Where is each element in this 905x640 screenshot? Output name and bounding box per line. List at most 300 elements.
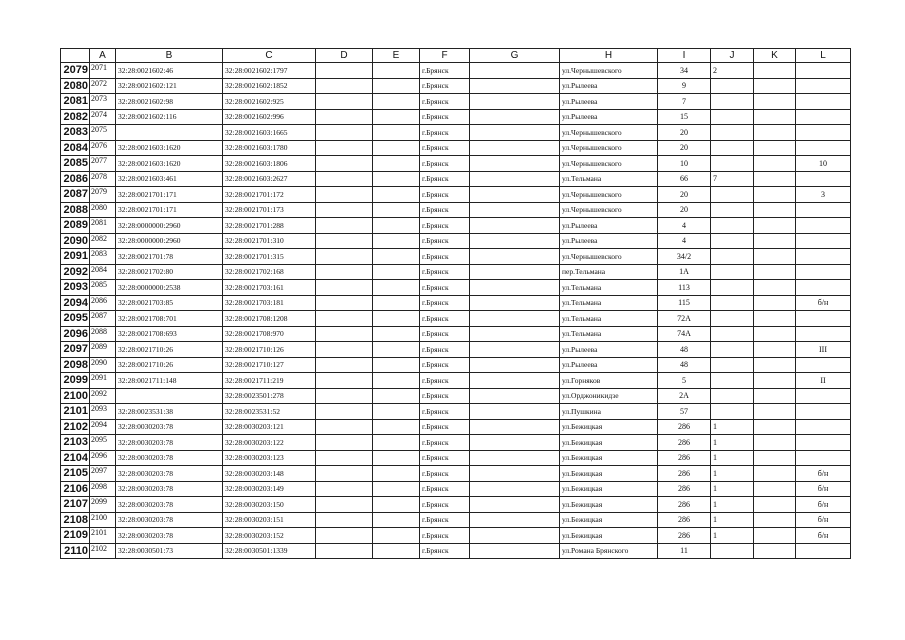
cell-g[interactable]	[470, 94, 560, 110]
cell-k[interactable]	[754, 156, 796, 172]
cell-c[interactable]: 32:28:0021701:310	[223, 233, 316, 249]
cell-d[interactable]	[316, 187, 373, 203]
cell-k[interactable]	[754, 295, 796, 311]
cell-c[interactable]: 32:28:0030203:152	[223, 528, 316, 544]
row-number[interactable]: 2080	[61, 78, 90, 94]
cell-d[interactable]	[316, 481, 373, 497]
cell-h[interactable]: ул.Чернышевского	[560, 249, 658, 265]
cell-h[interactable]: ул.Бежицкая	[560, 481, 658, 497]
cell-l[interactable]	[796, 171, 851, 187]
cell-k[interactable]	[754, 543, 796, 559]
cell-k[interactable]	[754, 233, 796, 249]
row-number[interactable]: 2110	[61, 543, 90, 559]
cell-j[interactable]	[711, 125, 754, 141]
cell-j[interactable]	[711, 264, 754, 280]
cell-f[interactable]: г.Брянск	[420, 481, 470, 497]
cell-l[interactable]	[796, 125, 851, 141]
cell-c[interactable]: 32:28:0021602:996	[223, 109, 316, 125]
cell-l[interactable]: б/н	[796, 295, 851, 311]
cell-h[interactable]: ул.Тельмана	[560, 326, 658, 342]
cell-a[interactable]: 2095	[90, 435, 116, 451]
cell-l[interactable]	[796, 311, 851, 327]
cell-h[interactable]: ул.Рылеева	[560, 342, 658, 358]
cell-g[interactable]	[470, 187, 560, 203]
cell-g[interactable]	[470, 419, 560, 435]
cell-c[interactable]: 32:28:0023531:52	[223, 404, 316, 420]
cell-j[interactable]: 2	[711, 63, 754, 79]
cell-l[interactable]	[796, 140, 851, 156]
cell-b[interactable]: 32:28:0030203:78	[116, 466, 223, 482]
cell-k[interactable]	[754, 419, 796, 435]
cell-b[interactable]: 32:28:0021708:693	[116, 326, 223, 342]
cell-b[interactable]: 32:28:0021602:116	[116, 109, 223, 125]
cell-b[interactable]: 32:28:0030203:78	[116, 528, 223, 544]
cell-l[interactable]	[796, 249, 851, 265]
cell-e[interactable]	[373, 218, 420, 234]
row-number[interactable]: 2108	[61, 512, 90, 528]
cell-a[interactable]: 2078	[90, 171, 116, 187]
cell-i[interactable]: 48	[658, 357, 711, 373]
cell-b[interactable]: 32:28:0021603:1620	[116, 156, 223, 172]
row-number[interactable]: 2089	[61, 218, 90, 234]
row-number[interactable]: 2087	[61, 187, 90, 203]
cell-i[interactable]: 34/2	[658, 249, 711, 265]
cell-e[interactable]	[373, 202, 420, 218]
cell-l[interactable]: б/н	[796, 512, 851, 528]
cell-g[interactable]	[470, 435, 560, 451]
column-header-e[interactable]: E	[373, 49, 420, 63]
cell-i[interactable]: 34	[658, 63, 711, 79]
cell-d[interactable]	[316, 543, 373, 559]
cell-l[interactable]	[796, 419, 851, 435]
cell-j[interactable]	[711, 280, 754, 296]
cell-e[interactable]	[373, 326, 420, 342]
cell-e[interactable]	[373, 357, 420, 373]
cell-h[interactable]: ул.Рылеева	[560, 357, 658, 373]
cell-c[interactable]: 32:28:0021710:127	[223, 357, 316, 373]
cell-l[interactable]: б/н	[796, 528, 851, 544]
cell-f[interactable]: г.Брянск	[420, 156, 470, 172]
cell-c[interactable]: 32:28:0021710:126	[223, 342, 316, 358]
row-number[interactable]: 2104	[61, 450, 90, 466]
cell-h[interactable]: ул.Пушкина	[560, 404, 658, 420]
cell-g[interactable]	[470, 311, 560, 327]
cell-g[interactable]	[470, 78, 560, 94]
cell-k[interactable]	[754, 202, 796, 218]
cell-f[interactable]: г.Брянск	[420, 233, 470, 249]
row-number[interactable]: 2100	[61, 388, 90, 404]
row-number[interactable]: 2092	[61, 264, 90, 280]
cell-i[interactable]: 1А	[658, 264, 711, 280]
cell-c[interactable]: 32:28:0021602:925	[223, 94, 316, 110]
cell-l[interactable]: б/н	[796, 497, 851, 513]
cell-b[interactable]: 32:28:0030203:78	[116, 481, 223, 497]
cell-k[interactable]	[754, 466, 796, 482]
cell-j[interactable]	[711, 295, 754, 311]
cell-h[interactable]: ул.Рылеева	[560, 218, 658, 234]
row-number[interactable]: 2105	[61, 466, 90, 482]
cell-c[interactable]: 32:28:0030203:151	[223, 512, 316, 528]
cell-d[interactable]	[316, 218, 373, 234]
cell-h[interactable]: ул.Бежицкая	[560, 450, 658, 466]
cell-l[interactable]	[796, 63, 851, 79]
cell-i[interactable]: 286	[658, 435, 711, 451]
cell-a[interactable]: 2090	[90, 357, 116, 373]
cell-j[interactable]	[711, 326, 754, 342]
cell-h[interactable]: ул.Орджоникидзе	[560, 388, 658, 404]
cell-k[interactable]	[754, 512, 796, 528]
row-number[interactable]: 2084	[61, 140, 90, 156]
cell-k[interactable]	[754, 94, 796, 110]
cell-l[interactable]	[796, 202, 851, 218]
cell-h[interactable]: ул.Чернышевского	[560, 125, 658, 141]
cell-k[interactable]	[754, 342, 796, 358]
cell-h[interactable]: ул.Бежицкая	[560, 528, 658, 544]
cell-g[interactable]	[470, 388, 560, 404]
cell-c[interactable]: 32:28:0021711:219	[223, 373, 316, 389]
cell-e[interactable]	[373, 187, 420, 203]
cell-e[interactable]	[373, 497, 420, 513]
cell-d[interactable]	[316, 233, 373, 249]
cell-h[interactable]: ул.Чернышевского	[560, 202, 658, 218]
cell-h[interactable]: ул.Рылеева	[560, 233, 658, 249]
row-number[interactable]: 2091	[61, 249, 90, 265]
cell-h[interactable]: ул.Бежицкая	[560, 419, 658, 435]
cell-k[interactable]	[754, 373, 796, 389]
cell-e[interactable]	[373, 249, 420, 265]
cell-b[interactable]: 32:28:0021603:1620	[116, 140, 223, 156]
cell-f[interactable]: г.Брянск	[420, 280, 470, 296]
cell-j[interactable]	[711, 249, 754, 265]
cell-f[interactable]: г.Брянск	[420, 78, 470, 94]
cell-l[interactable]	[796, 94, 851, 110]
cell-g[interactable]	[470, 357, 560, 373]
cell-d[interactable]	[316, 78, 373, 94]
cell-f[interactable]: г.Брянск	[420, 63, 470, 79]
cell-i[interactable]: 20	[658, 187, 711, 203]
cell-h[interactable]: пер.Тельмана	[560, 264, 658, 280]
cell-h[interactable]: ул.Тельмана	[560, 171, 658, 187]
cell-h[interactable]: ул.Тельмана	[560, 295, 658, 311]
cell-b[interactable]: 32:28:0021701:78	[116, 249, 223, 265]
cell-k[interactable]	[754, 125, 796, 141]
cell-k[interactable]	[754, 78, 796, 94]
cell-l[interactable]: б/н	[796, 466, 851, 482]
cell-j[interactable]	[711, 311, 754, 327]
cell-c[interactable]: 32:28:0021603:1665	[223, 125, 316, 141]
cell-e[interactable]	[373, 388, 420, 404]
cell-k[interactable]	[754, 528, 796, 544]
cell-k[interactable]	[754, 140, 796, 156]
cell-i[interactable]: 286	[658, 497, 711, 513]
cell-g[interactable]	[470, 63, 560, 79]
cell-d[interactable]	[316, 63, 373, 79]
cell-b[interactable]: 32:28:0021602:121	[116, 78, 223, 94]
cell-f[interactable]: г.Брянск	[420, 171, 470, 187]
cell-b[interactable]: 32:28:0021708:701	[116, 311, 223, 327]
cell-e[interactable]	[373, 94, 420, 110]
cell-i[interactable]: 20	[658, 140, 711, 156]
cell-c[interactable]: 32:28:0021602:1852	[223, 78, 316, 94]
cell-e[interactable]	[373, 63, 420, 79]
cell-a[interactable]: 2102	[90, 543, 116, 559]
cell-g[interactable]	[470, 497, 560, 513]
cell-a[interactable]: 2077	[90, 156, 116, 172]
cell-g[interactable]	[470, 373, 560, 389]
cell-i[interactable]: 4	[658, 233, 711, 249]
cell-d[interactable]	[316, 94, 373, 110]
cell-f[interactable]: г.Брянск	[420, 109, 470, 125]
row-number[interactable]: 2096	[61, 326, 90, 342]
cell-l[interactable]	[796, 326, 851, 342]
cell-l[interactable]	[796, 435, 851, 451]
cell-l[interactable]	[796, 78, 851, 94]
cell-d[interactable]	[316, 373, 373, 389]
cell-c[interactable]: 32:28:0021702:168	[223, 264, 316, 280]
cell-h[interactable]: ул.Бежицкая	[560, 512, 658, 528]
cell-i[interactable]: 20	[658, 125, 711, 141]
cell-d[interactable]	[316, 156, 373, 172]
cell-a[interactable]: 2071	[90, 63, 116, 79]
cell-l[interactable]: 10	[796, 156, 851, 172]
cell-b[interactable]: 32:28:0030501:73	[116, 543, 223, 559]
cell-c[interactable]: 32:28:0021602:1797	[223, 63, 316, 79]
cell-d[interactable]	[316, 109, 373, 125]
cell-d[interactable]	[316, 202, 373, 218]
cell-l[interactable]	[796, 357, 851, 373]
cell-l[interactable]	[796, 109, 851, 125]
cell-j[interactable]: 1	[711, 466, 754, 482]
cell-e[interactable]	[373, 295, 420, 311]
cell-g[interactable]	[470, 218, 560, 234]
cell-i[interactable]: 15	[658, 109, 711, 125]
cell-j[interactable]: 1	[711, 435, 754, 451]
cell-f[interactable]: г.Брянск	[420, 187, 470, 203]
cell-c[interactable]: 32:28:0021708:1208	[223, 311, 316, 327]
cell-f[interactable]: г.Брянск	[420, 249, 470, 265]
cell-g[interactable]	[470, 543, 560, 559]
cell-a[interactable]: 2091	[90, 373, 116, 389]
cell-b[interactable]: 32:28:0021710:26	[116, 342, 223, 358]
cell-f[interactable]: г.Брянск	[420, 140, 470, 156]
cell-i[interactable]: 9	[658, 78, 711, 94]
cell-h[interactable]: ул.Тельмана	[560, 311, 658, 327]
cell-j[interactable]	[711, 373, 754, 389]
cell-l[interactable]	[796, 233, 851, 249]
cell-b[interactable]: 32:28:0021701:171	[116, 187, 223, 203]
cell-i[interactable]: 72А	[658, 311, 711, 327]
cell-l[interactable]	[796, 280, 851, 296]
cell-l[interactable]: 3	[796, 187, 851, 203]
cell-b[interactable]: 32:28:0023531:38	[116, 404, 223, 420]
cell-f[interactable]: г.Брянск	[420, 218, 470, 234]
cell-c[interactable]: 32:28:0030203:122	[223, 435, 316, 451]
cell-j[interactable]	[711, 94, 754, 110]
cell-f[interactable]: г.Брянск	[420, 435, 470, 451]
cell-e[interactable]	[373, 78, 420, 94]
cell-d[interactable]	[316, 125, 373, 141]
cell-d[interactable]	[316, 342, 373, 358]
cell-l[interactable]	[796, 543, 851, 559]
cell-b[interactable]: 32:28:0021602:98	[116, 94, 223, 110]
cell-k[interactable]	[754, 435, 796, 451]
cell-d[interactable]	[316, 512, 373, 528]
cell-h[interactable]: ул.Чернышевского	[560, 156, 658, 172]
cell-c[interactable]: 32:28:0021603:2627	[223, 171, 316, 187]
row-number[interactable]: 2082	[61, 109, 90, 125]
cell-f[interactable]: г.Брянск	[420, 528, 470, 544]
cell-e[interactable]	[373, 450, 420, 466]
cell-j[interactable]	[711, 156, 754, 172]
cell-l[interactable]: III	[796, 342, 851, 358]
cell-g[interactable]	[470, 156, 560, 172]
column-header-f[interactable]: F	[420, 49, 470, 63]
cell-d[interactable]	[316, 357, 373, 373]
cell-c[interactable]: 32:28:0030203:150	[223, 497, 316, 513]
cell-e[interactable]	[373, 140, 420, 156]
cell-c[interactable]: 32:28:0021703:161	[223, 280, 316, 296]
cell-f[interactable]: г.Брянск	[420, 125, 470, 141]
cell-k[interactable]	[754, 311, 796, 327]
row-number[interactable]: 2097	[61, 342, 90, 358]
cell-i[interactable]: 10	[658, 156, 711, 172]
cell-c[interactable]: 32:28:0021703:181	[223, 295, 316, 311]
cell-e[interactable]	[373, 311, 420, 327]
cell-g[interactable]	[470, 342, 560, 358]
cell-h[interactable]: ул.Чернышевского	[560, 140, 658, 156]
cell-a[interactable]: 2072	[90, 78, 116, 94]
cell-e[interactable]	[373, 481, 420, 497]
row-number[interactable]: 2098	[61, 357, 90, 373]
cell-e[interactable]	[373, 156, 420, 172]
cell-f[interactable]: г.Брянск	[420, 419, 470, 435]
cell-i[interactable]: 4	[658, 218, 711, 234]
cell-i[interactable]: 11	[658, 543, 711, 559]
cell-e[interactable]	[373, 373, 420, 389]
cell-g[interactable]	[470, 280, 560, 296]
cell-k[interactable]	[754, 357, 796, 373]
row-number[interactable]: 2099	[61, 373, 90, 389]
cell-b[interactable]: 32:28:0030203:78	[116, 419, 223, 435]
cell-h[interactable]: ул.Бежицкая	[560, 435, 658, 451]
cell-c[interactable]: 32:28:0030203:148	[223, 466, 316, 482]
cell-c[interactable]: 32:28:0021701:172	[223, 187, 316, 203]
cell-j[interactable]	[711, 342, 754, 358]
cell-i[interactable]: 48	[658, 342, 711, 358]
cell-g[interactable]	[470, 125, 560, 141]
cell-j[interactable]	[711, 218, 754, 234]
column-header-h[interactable]: H	[560, 49, 658, 63]
row-number[interactable]: 2102	[61, 419, 90, 435]
cell-b[interactable]: 32:28:0000000:2960	[116, 218, 223, 234]
cell-c[interactable]: 32:28:0021701:173	[223, 202, 316, 218]
cell-k[interactable]	[754, 249, 796, 265]
cell-e[interactable]	[373, 280, 420, 296]
cell-a[interactable]: 2085	[90, 280, 116, 296]
row-number[interactable]: 2103	[61, 435, 90, 451]
cell-j[interactable]: 1	[711, 419, 754, 435]
cell-h[interactable]: ул.Бежицкая	[560, 466, 658, 482]
cell-h[interactable]: ул.Горняков	[560, 373, 658, 389]
cell-a[interactable]: 2093	[90, 404, 116, 420]
cell-a[interactable]: 2075	[90, 125, 116, 141]
cell-f[interactable]: г.Брянск	[420, 450, 470, 466]
row-number[interactable]: 2095	[61, 311, 90, 327]
cell-d[interactable]	[316, 388, 373, 404]
cell-d[interactable]	[316, 140, 373, 156]
cell-j[interactable]	[711, 140, 754, 156]
column-header-k[interactable]: K	[754, 49, 796, 63]
cell-g[interactable]	[470, 466, 560, 482]
row-number[interactable]: 2083	[61, 125, 90, 141]
cell-e[interactable]	[373, 125, 420, 141]
cell-b[interactable]: 32:28:0021710:26	[116, 357, 223, 373]
cell-b[interactable]: 32:28:0021702:80	[116, 264, 223, 280]
cell-c[interactable]: 32:28:0030501:1339	[223, 543, 316, 559]
cell-a[interactable]: 2074	[90, 109, 116, 125]
cell-a[interactable]: 2086	[90, 295, 116, 311]
cell-g[interactable]	[470, 140, 560, 156]
cell-c[interactable]: 32:28:0021701:315	[223, 249, 316, 265]
cell-g[interactable]	[470, 404, 560, 420]
cell-d[interactable]	[316, 295, 373, 311]
row-number[interactable]: 2086	[61, 171, 90, 187]
cell-d[interactable]	[316, 528, 373, 544]
cell-i[interactable]: 74А	[658, 326, 711, 342]
cell-g[interactable]	[470, 528, 560, 544]
cell-d[interactable]	[316, 171, 373, 187]
cell-a[interactable]: 2083	[90, 249, 116, 265]
cell-f[interactable]: г.Брянск	[420, 202, 470, 218]
cell-a[interactable]: 2084	[90, 264, 116, 280]
cell-b[interactable]: 32:28:0030203:78	[116, 435, 223, 451]
cell-a[interactable]: 2076	[90, 140, 116, 156]
cell-g[interactable]	[470, 512, 560, 528]
cell-l[interactable]: II	[796, 373, 851, 389]
cell-e[interactable]	[373, 543, 420, 559]
cell-a[interactable]: 2073	[90, 94, 116, 110]
row-number[interactable]: 2101	[61, 404, 90, 420]
cell-d[interactable]	[316, 311, 373, 327]
cell-g[interactable]	[470, 233, 560, 249]
cell-a[interactable]: 2088	[90, 326, 116, 342]
cell-i[interactable]: 113	[658, 280, 711, 296]
cell-j[interactable]: 1	[711, 512, 754, 528]
cell-i[interactable]: 5	[658, 373, 711, 389]
cell-k[interactable]	[754, 264, 796, 280]
cell-i[interactable]: 286	[658, 450, 711, 466]
cell-l[interactable]	[796, 218, 851, 234]
cell-k[interactable]	[754, 218, 796, 234]
cell-g[interactable]	[470, 295, 560, 311]
cell-a[interactable]: 2092	[90, 388, 116, 404]
cell-e[interactable]	[373, 528, 420, 544]
cell-f[interactable]: г.Брянск	[420, 342, 470, 358]
cell-e[interactable]	[373, 466, 420, 482]
cell-e[interactable]	[373, 233, 420, 249]
column-header-g[interactable]: G	[470, 49, 560, 63]
cell-g[interactable]	[470, 249, 560, 265]
row-number[interactable]: 2107	[61, 497, 90, 513]
cell-i[interactable]: 286	[658, 419, 711, 435]
cell-j[interactable]: 1	[711, 497, 754, 513]
cell-l[interactable]	[796, 404, 851, 420]
cell-i[interactable]: 7	[658, 94, 711, 110]
cell-a[interactable]: 2080	[90, 202, 116, 218]
cell-d[interactable]	[316, 497, 373, 513]
cell-a[interactable]: 2082	[90, 233, 116, 249]
cell-a[interactable]: 2099	[90, 497, 116, 513]
